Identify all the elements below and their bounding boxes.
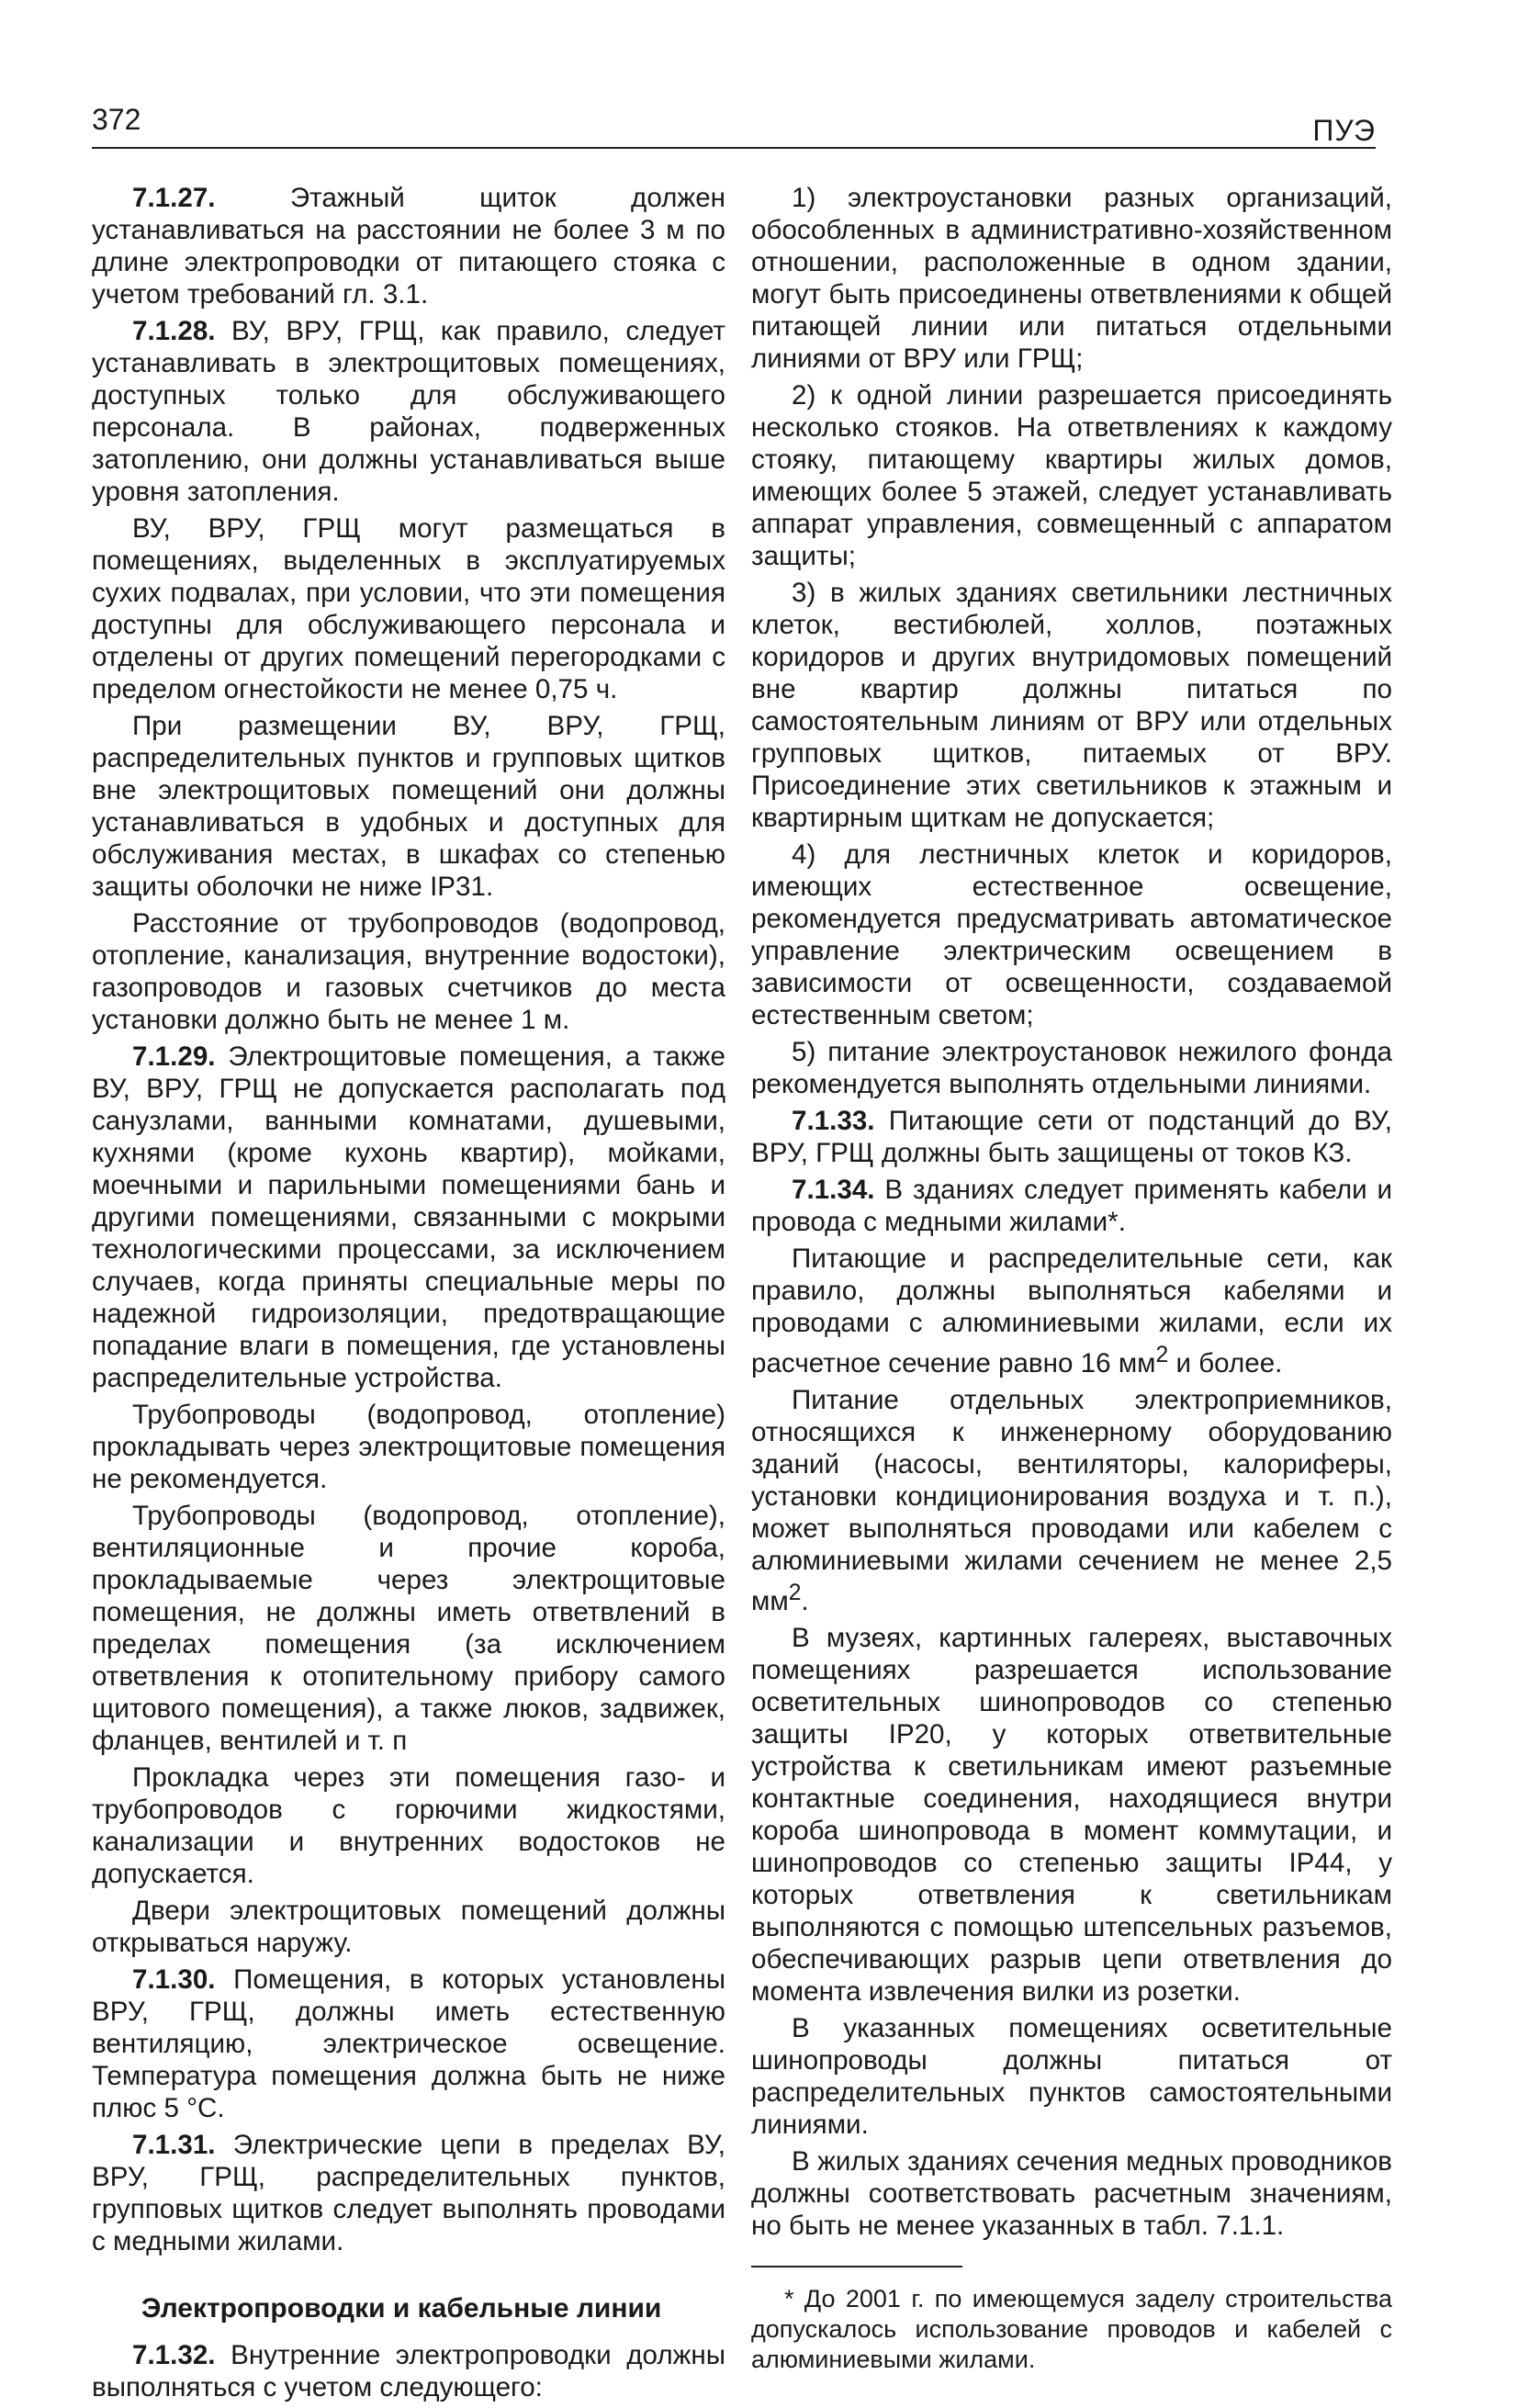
paragraph: ВУ, ВРУ, ГРЩ могут размещаться в помещениях, выделенных в эксплуатируемых сухих подвалах, при условии, что эти помещения доступны для обслуживающего персонала и отделены от других помещений перегородками с пределом огнестойкости не менее 0,75 ч. xyxy=(92,513,725,704)
paragraph: Трубопроводы (водопровод, отопление) прокладывать через электрощитовые помещения не рекомендуется. xyxy=(92,1400,725,1494)
clause-number: 7.1.31. xyxy=(132,2130,216,2160)
paragraph: При размещении ВУ, ВРУ, ГРЩ, распределительных пунктов и групповых щитков вне электрощитовых помещений они должны устанавливаться в удобных и доступных для обслуживания местах, в шкафах со степенью защиты оболочки не ниже IP31. xyxy=(92,711,725,902)
footnote-rule xyxy=(751,2266,962,2267)
paragraph: Прокладка через эти помещения газо- и трубопроводов с горючими жидкостями, канализации и внутренних водостоков не допускается. xyxy=(92,1762,725,1889)
paragraph xyxy=(751,1384,1392,1617)
paragraph: В жилых зданиях сечения медных проводников должны соответствовать расчетным значениям, но быть не менее указанных в табл. 7.1.1. xyxy=(751,2145,1392,2241)
clause-number: 7.1.33. xyxy=(792,1106,875,1136)
superscript: 2 xyxy=(1155,1343,1169,1367)
clause-number: 7.1.34. xyxy=(792,1175,875,1205)
clause-number: 7.1.27. xyxy=(132,183,216,213)
list-item: 1) электроустановки разных организаций, обособленных в административно-хозяйственном отношении, расположенные в одном здании, могут быть присоединены ответвлениями к общей питающей линии или питаться отдельными линиями от ВРУ или ГРЩ; xyxy=(751,183,1392,374)
footnote xyxy=(751,2284,1392,2375)
right-column xyxy=(751,182,1392,2380)
paragraph: В музеях, картинных галереях, выставочных помещениях разрешается использование осветительных шинопроводов со степенью защиты IP20, у которых ответвительные устройства к светильникам имеют разъемные контактные соединения, находящиеся внутри короба шинопровода в момент коммутации, и шинопроводов со степенью защиты IP44, у которых ответвления к светильникам выполняются с помощью штепсельных разъемов, обеспечивающих разрыв цепи ответвления до момента извлечения вилки из розетки. xyxy=(751,1622,1392,2007)
paragraph-7-1-28 xyxy=(92,315,725,508)
paragraph-7-1-33 xyxy=(751,1105,1392,1169)
list-item: 4) для лестничных клеток и коридоров, имеющих естественное освещение, рекомендуется предусматривать автоматическое управление электрическим освещением в зависимости от освещенности, создаваемой естественным светом; xyxy=(751,839,1392,1030)
paragraph: Трубопроводы (водопровод, отопление), вентиляционные и прочие короба, прокладываемые через электрощитовые помещения, не должны иметь ответвлений в пределах помещения (за исключением ответвления к отопительному прибору самого щитового помещения), а также люков, задвижек, фланцев, вентилей и т. п xyxy=(92,1501,725,1756)
paragraph-text: Питающие и распределительные сети, как правило, должны выполняться кабелями и проводами с алюминиевыми жилами, если их расчетное сечение равно 16 мм xyxy=(751,1243,1392,1378)
paragraph-text: Электрические цепи в пределах ВУ, ВРУ, ГРЩ, распределительных пунктов, групповых щитков следует выполнять проводами с медными жилами. xyxy=(92,2130,725,2256)
paragraph xyxy=(751,1243,1392,1379)
superscript: 2 xyxy=(788,1580,802,1605)
running-title: ПУЭ xyxy=(1312,114,1376,147)
paragraph-text: В зданиях следует применять кабели и провода с медными жилами*. xyxy=(751,1175,1392,1237)
left-column xyxy=(92,182,725,2408)
paragraph: Двери электрощитовых помещений должны открываться наружу. xyxy=(92,1896,725,1958)
paragraph-7-1-29 xyxy=(92,1041,725,1394)
paragraph-text: Питающие сети от подстанций до ВУ, ВРУ, ГРЩ должны быть защищены от токов КЗ. xyxy=(751,1106,1392,1168)
paragraph-7-1-31 xyxy=(92,2129,725,2257)
paragraph-7-1-32 xyxy=(92,2339,725,2403)
paragraph-text: . xyxy=(801,1585,809,1616)
paragraph-text: Электрощитовые помещения, а также ВУ, ВРУ, ГРЩ не допускается располагать под санузлами, ванными комнатами, душевыми, кухнями (кроме кухонь квартир), мойками, моечными и парильными помещениями бань и другими помещениями, связанными с мокрыми технологическими процессами, за исключением случаев, когда приняты специальные меры по надежной гидроизоляции, предотвращающие попадание влаги в помещения, где установлены распределительные устройства. xyxy=(92,1041,725,1393)
list-item: 2) к одной линии разрешается присоединять несколько стояков. На ответвлениях к каждому стояку, питающему квартиры жилых домов, имеющих более 5 этажей, следует устанавливать аппарат управления, совмещенный с аппаратом защиты; xyxy=(751,380,1392,571)
list-item: 5) питание электроустановок нежилого фонда рекомендуется выполнять отдельными линиями. xyxy=(751,1037,1392,1099)
paragraph: Расстояние от трубопроводов (водопровод, отопление, канализация, внутренние водостоки), газопроводов и газовых счетчиков до места установки должно быть не менее 1 м. xyxy=(92,908,725,1035)
page-number: 372 xyxy=(92,103,141,136)
paragraph-text: Питание отдельных электроприемников, относящихся к инженерному оборудованию зданий (насосы, вентиляторы, калориферы, установки кондиционирования воздуха и т. п.), может выполняться проводами или кабелем с алюминиевыми жилами сечением не менее 2,5 мм xyxy=(751,1384,1392,1616)
clause-number: 7.1.30. xyxy=(132,1964,216,1995)
paragraph-text: ВУ, ВРУ, ГРЩ, как правило, следует устанавливать в электрощитовых помещениях, доступных только для обслуживающего персонала. В районах, подверженных затоплению, они должны устанавливаться выше уровня затопления. xyxy=(92,316,725,507)
paragraph-text: Этажный щиток должен устанавливаться на расстоянии не более 3 м по длине электропроводки от питающего стояка с учетом требований гл. 3.1. xyxy=(92,183,725,309)
paragraph: В указанных помещениях осветительные шинопроводы должны питаться от распределительных пунктов самостоятельными линиями. xyxy=(751,2012,1392,2140)
clause-number: 7.1.28. xyxy=(132,316,216,346)
paragraph-text: Внутренние электропроводки должны выполняться с учетом следующего: xyxy=(92,2340,725,2402)
clause-number: 7.1.32. xyxy=(132,2340,216,2370)
page-header xyxy=(92,103,1376,149)
header-rule xyxy=(92,147,1376,149)
paragraph-7-1-30 xyxy=(92,1964,725,2124)
clause-number: 7.1.29. xyxy=(132,1041,216,1072)
section-heading: Электропроводки и кабельные линии xyxy=(141,2293,662,2324)
paragraph-7-1-34 xyxy=(751,1174,1392,1238)
list-item: 3) в жилых зданиях светильники лестничных клеток, вестибюлей, холлов, поэтажных коридоров и других внутридомовых помещений вне квартир должны питаться по самостоятельным линиям от ВРУ или отдельных групповых щитков, питаемых от ВРУ. Присоединение этих светильников к этажным и квартирным щиткам не допускается; xyxy=(751,578,1392,833)
paragraph-7-1-27 xyxy=(92,182,725,310)
paragraph-text: Помещения, в которых установлены ВРУ, ГРЩ, должны иметь естественную вентиляцию, электрическое освещение. Температура помещения должна быть не ниже плюс 5 °С. xyxy=(92,1964,725,2123)
footnote-text: * До 2001 г. по имеющемуся заделу строительства допускалось использование проводов и кабелей с алюминиевыми жилами. xyxy=(751,2284,1392,2373)
paragraph-text: и более. xyxy=(1168,1347,1283,1378)
